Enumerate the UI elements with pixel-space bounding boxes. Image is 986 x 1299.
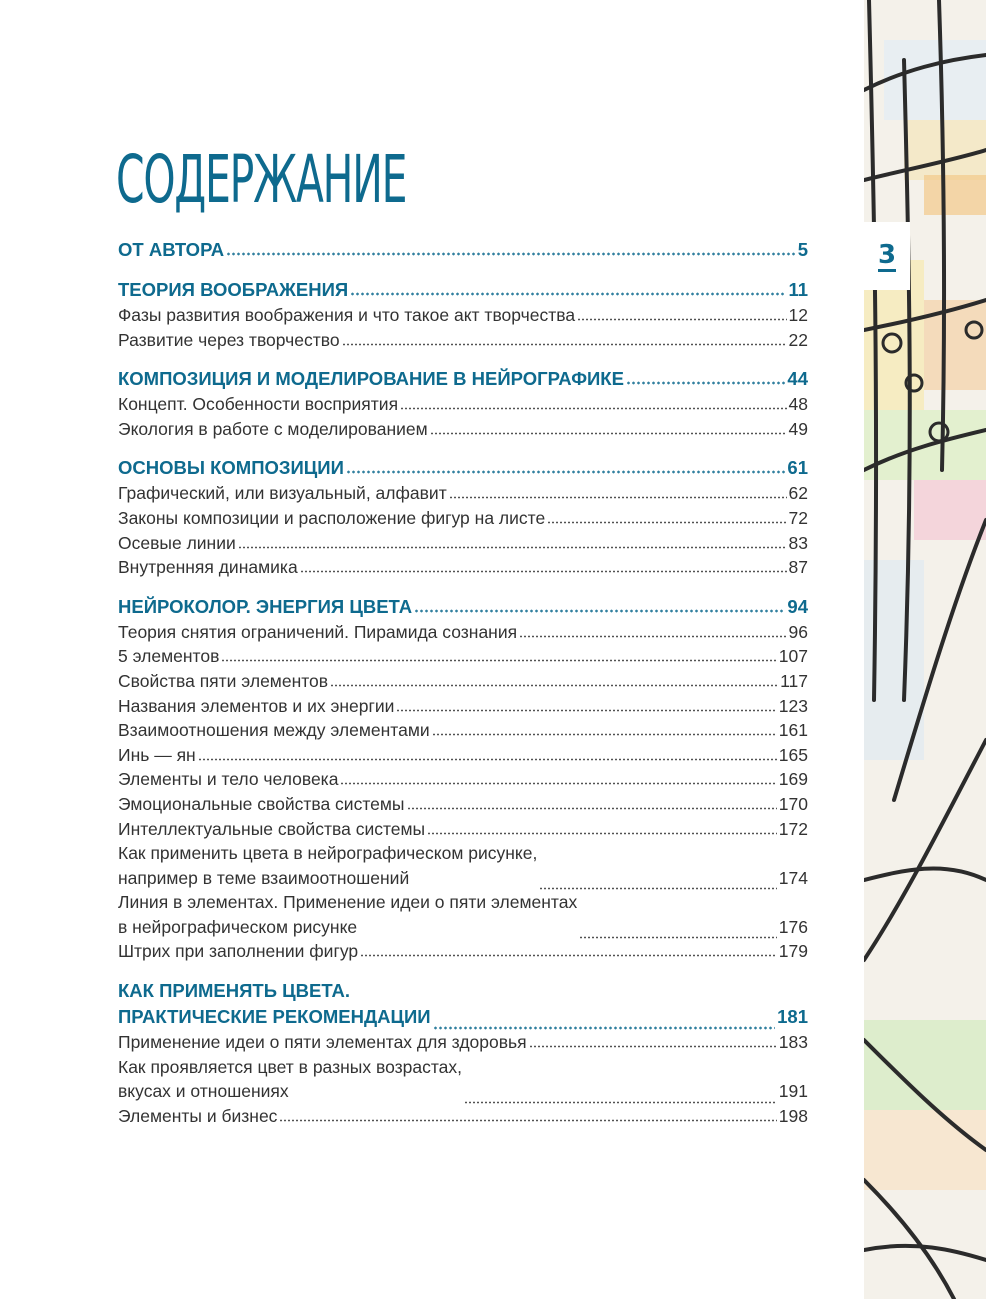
- section-title: [118, 455, 344, 481]
- section-title: [118, 366, 624, 392]
- toc-entry[interactable]: [118, 531, 808, 556]
- dot-leader: [427, 817, 777, 835]
- entry-title-line: Названия элементов и их энергии: [118, 695, 395, 716]
- entry-title-line: Как применить цвета в нейрографическом рисунке,: [118, 843, 538, 864]
- dot-leader: [577, 304, 786, 322]
- dot-leader: [432, 719, 777, 737]
- entry-title: [118, 890, 577, 939]
- section-title-line: ОСНОВЫ КОМПОЗИЦИИ: [118, 457, 344, 479]
- entry-page-number: 123: [778, 695, 808, 716]
- entry-title-line: Применение идеи о пяти элементах для здоровья: [118, 1032, 527, 1053]
- toc-entry[interactable]: [118, 481, 808, 506]
- entry-title-line: Взаимоотношения между элементами: [118, 720, 430, 741]
- entry-title-line: вкусах и отношениях: [118, 1081, 289, 1102]
- section-page-number: 181: [777, 1006, 808, 1028]
- entry-page-number: 107: [778, 646, 808, 667]
- entry-title: [118, 392, 398, 417]
- entry-title-line: Экология в работе с моделированием: [118, 418, 428, 439]
- entry-title-line: Графический, или визуальный, алфавит: [118, 483, 447, 504]
- toc-entry[interactable]: [118, 620, 808, 645]
- entry-title: [118, 417, 428, 442]
- dot-leader: [519, 620, 786, 638]
- table-of-contents: [118, 237, 808, 1142]
- toc-entry[interactable]: [118, 669, 808, 694]
- entry-title: [118, 817, 425, 842]
- entry-title: [118, 939, 358, 964]
- entry-title-line: Развитие через творчество: [118, 329, 340, 350]
- entry-title: [118, 531, 236, 556]
- section-title: [118, 978, 431, 1030]
- entry-page-number: 83: [788, 532, 808, 553]
- entry-page-number: 169: [778, 769, 808, 790]
- entry-title-line: Концепт. Особенности восприятия: [118, 394, 399, 415]
- section-page-number: 5: [797, 239, 808, 260]
- toc-entry[interactable]: [118, 694, 808, 719]
- toc-section-heading[interactable]: [118, 277, 808, 303]
- dot-leader: [330, 669, 778, 687]
- entry-title: [118, 743, 196, 768]
- dot-leader: [539, 873, 776, 891]
- toc-section: [118, 455, 808, 579]
- section-page-number: 11: [788, 279, 808, 300]
- dot-leader: [547, 506, 786, 524]
- entry-page-number: 117: [780, 670, 808, 691]
- toc-section: [118, 594, 808, 964]
- entry-title: [118, 1055, 462, 1104]
- toc-entry[interactable]: [118, 1030, 808, 1055]
- entry-title: [118, 841, 537, 890]
- page-number-box: [864, 222, 910, 290]
- entry-page-number: 170: [778, 793, 808, 814]
- dot-leader: [529, 1031, 777, 1049]
- entry-title-line: Элементы и бизнес: [118, 1105, 278, 1126]
- entry-title: [118, 1104, 277, 1129]
- entry-title: [118, 669, 328, 694]
- section-title-line: НЕЙРОКОЛОР. ЭНЕРГИЯ ЦВЕТА: [118, 595, 413, 617]
- entry-page-number: 72: [788, 507, 808, 528]
- toc-entry[interactable]: [118, 506, 808, 531]
- section-page-number: 44: [787, 368, 808, 390]
- toc-entry[interactable]: [118, 1055, 808, 1104]
- toc-entry[interactable]: [118, 1104, 808, 1129]
- entry-title: [118, 767, 338, 792]
- dot-leader: [238, 531, 787, 549]
- entry-title: [118, 328, 340, 353]
- entry-title: [118, 718, 430, 743]
- entry-title-line: Как проявляется цвет в разных возрастах,: [118, 1056, 463, 1077]
- entry-page-number: 174: [778, 867, 808, 888]
- toc-entry[interactable]: [118, 328, 808, 353]
- entry-title-line: например в теме взаимоотношений: [118, 867, 410, 888]
- entry-title-line: Инь — ян: [118, 744, 196, 765]
- section-page-number: 61: [787, 457, 808, 479]
- dot-leader: [433, 1012, 776, 1031]
- dot-leader: [360, 940, 777, 958]
- dot-leader: [346, 456, 786, 475]
- dot-leader: [300, 556, 787, 574]
- entry-title-line: Интеллектуальные свойства системы: [118, 818, 426, 839]
- entry-title-line: Фазы развития воображения и что такое акт творчества: [118, 305, 576, 325]
- toc-entry[interactable]: [118, 841, 808, 890]
- entry-page-number: 12: [788, 305, 808, 325]
- toc-entry[interactable]: [118, 890, 808, 939]
- toc-entry[interactable]: [118, 644, 808, 669]
- section-page-number: 94: [787, 595, 808, 617]
- entry-title: [118, 1030, 527, 1055]
- entry-page-number: 87: [788, 557, 808, 578]
- entry-page-number: 165: [778, 744, 808, 765]
- entry-page-number: 96: [788, 621, 808, 642]
- dot-leader: [342, 328, 787, 346]
- dot-leader: [226, 238, 796, 257]
- toc-entry[interactable]: [118, 743, 808, 768]
- entry-page-number: 48: [788, 394, 808, 415]
- entry-page-number: 22: [788, 329, 808, 350]
- toc-entry[interactable]: [118, 792, 808, 817]
- toc-section-heading[interactable]: [118, 455, 808, 481]
- entry-page-number: 62: [788, 483, 808, 504]
- entry-title: [118, 555, 298, 580]
- section-title-line: ПРАКТИЧЕСКИЕ РЕКОМЕНДАЦИИ: [118, 1006, 431, 1028]
- entry-page-number: 161: [778, 720, 808, 741]
- entry-title: [118, 303, 575, 328]
- entry-title-line: Теория снятия ограничений. Пирамида сознания: [118, 621, 518, 642]
- entry-title-line: Элементы и тело человека: [118, 769, 339, 790]
- section-title: [118, 594, 412, 620]
- section-title-line: КОМПОЗИЦИЯ И МОДЕЛИРОВАНИЕ В НЕЙРОГРАФИКЕ: [118, 368, 624, 390]
- toc-entry[interactable]: [118, 392, 808, 417]
- toc-entry[interactable]: [118, 817, 808, 842]
- entry-page-number: 179: [778, 941, 808, 962]
- toc-section: [118, 366, 808, 441]
- toc-section-heading[interactable]: [118, 237, 808, 263]
- entry-title-line: в нейрографическом рисунке: [118, 916, 358, 937]
- entry-page-number: 172: [778, 818, 808, 839]
- entry-title: [118, 620, 517, 645]
- entry-title: [118, 792, 405, 817]
- toc-entry[interactable]: [118, 303, 808, 328]
- toc-entry[interactable]: [118, 767, 808, 792]
- page-title: СОДЕРЖАНИЕ: [116, 141, 407, 218]
- dot-leader: [350, 278, 786, 297]
- toc-section-heading[interactable]: [118, 366, 808, 392]
- toc-section-heading[interactable]: [118, 978, 808, 1030]
- entry-page-number: 183: [778, 1032, 808, 1053]
- entry-title-line: Внутренняя динамика: [118, 557, 298, 578]
- dot-leader: [430, 417, 787, 435]
- section-title: [118, 237, 224, 263]
- dot-leader: [464, 1086, 777, 1104]
- toc-entry[interactable]: [118, 417, 808, 442]
- dot-leader: [279, 1104, 776, 1122]
- entry-page-number: 176: [778, 916, 808, 937]
- entry-page-number: 191: [778, 1081, 808, 1102]
- toc-entry[interactable]: [118, 939, 808, 964]
- section-title-line: КАК ПРИМЕНЯТЬ ЦВЕТА.: [118, 980, 351, 1002]
- toc-entry[interactable]: [118, 718, 808, 743]
- neurographic-drawing: [864, 0, 986, 1299]
- entry-title-line: Штрих при заполнении фигур: [118, 941, 359, 962]
- entry-title-line: Свойства пяти элементов: [118, 670, 329, 691]
- toc-entry[interactable]: [118, 555, 808, 580]
- dot-leader: [414, 594, 785, 613]
- entry-page-number: 49: [788, 418, 808, 439]
- entry-title: [118, 694, 394, 719]
- dot-leader: [340, 768, 776, 786]
- toc-section: [118, 237, 808, 263]
- section-title-line: ОТ АВТОРА: [118, 239, 225, 260]
- entry-title: [118, 506, 545, 531]
- dot-leader: [400, 393, 786, 411]
- section-title-line: ТЕОРИЯ ВООБРАЖЕНИЯ: [118, 279, 349, 300]
- page-number: 3: [877, 239, 897, 270]
- entry-title-line: Эмоциональные свойства системы: [118, 793, 405, 814]
- dot-leader: [198, 743, 777, 761]
- decorative-artwork: [864, 0, 986, 1299]
- entry-title-line: Законы композиции и расположение фигур на листе: [118, 507, 546, 528]
- dot-leader: [579, 922, 777, 940]
- toc-section: [118, 277, 808, 352]
- dot-leader: [396, 694, 776, 712]
- toc-section: [118, 978, 808, 1128]
- toc-section-heading[interactable]: [118, 594, 808, 620]
- entry-title-line: 5 элементов: [118, 646, 220, 667]
- dot-leader: [449, 482, 787, 500]
- dot-leader: [407, 792, 777, 810]
- dot-leader: [626, 367, 785, 386]
- entry-title: [118, 644, 219, 669]
- entry-title: [118, 481, 447, 506]
- dot-leader: [221, 645, 776, 663]
- entry-page-number: 198: [778, 1105, 808, 1126]
- entry-title-line: Линия в элементах. Применение идеи о пяти элементах: [118, 892, 578, 913]
- entry-title-line: Осевые линии: [118, 532, 236, 553]
- section-title: [118, 277, 348, 303]
